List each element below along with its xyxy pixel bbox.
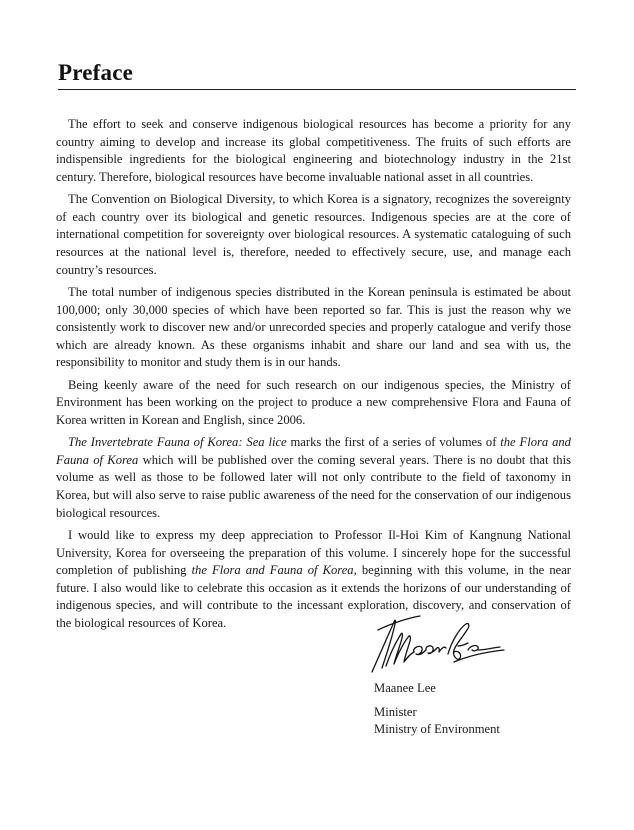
preface-body bbox=[56, 116, 571, 637]
series-title-italic-2: the Flora and Fauna of Korea, bbox=[191, 563, 357, 578]
signatory-name: Maanee Lee bbox=[374, 681, 436, 695]
paragraph-5 bbox=[56, 434, 571, 522]
paragraph-6-text-2: beginning with this volume, in the near future. I also would like to celebrate this occasion as it extends the horizons of our understanding of indigenous species, and will contribute to the incessant exploration, discovery, and conservation of the biological resources of Korea. bbox=[56, 563, 572, 631]
series-title-italic: the Flora and Fauna of Korea bbox=[56, 435, 571, 467]
signature-block bbox=[374, 680, 500, 739]
paragraph-1: The effort to seek and conserve indigenous biological resources has become a priority for any country aiming to develop and increase its global competitiveness. The fruits of such efforts are indispensible ingredients for the biological engineering and biotechnology industry in the 21st century. Therefore, biological resources have become invaluable national asset in all countries. bbox=[56, 117, 571, 184]
handwritten-signature bbox=[368, 610, 508, 678]
paragraph-3: The total number of indigenous species distributed in the Korean peninsula is estimated be about 100,000; only 30,000 species of which have been reported so far. This is just the reason why we consistently work to discover new and/or unrecorded species and properly catalogue and verify those which are already known. As these organisms inhabit and share our land and sea with us, the responsibility to monitor and study them is in our hands. bbox=[56, 284, 571, 370]
paragraph-5-text-1: marks the first of a series of volumes of bbox=[286, 435, 501, 450]
page-title: Preface bbox=[58, 60, 134, 85]
paragraph-4: Being keenly aware of the need for such research on our indigenous species, the Ministry of Environment has been working on the project to produce a new comprehensive Flora and Fauna of Korea written in Korean and English, since 2006. bbox=[56, 377, 571, 427]
signatory-organization: Ministry of Environment bbox=[374, 722, 500, 737]
book-title-italic: The Invertebrate Fauna of Korea: Sea lice bbox=[68, 435, 287, 450]
paragraph-5-text-2: which will be published over the coming several years. There is no doubt that this volume as well as those to be followed later will not only contribute to the field of taxonomy in Korea, but will also serve to raise public awareness of the need for the conservation of our indigenous biological resources. bbox=[56, 452, 571, 520]
title-rule bbox=[58, 89, 576, 90]
signatory-position: Minister bbox=[374, 704, 417, 719]
paragraph-6-text-1: I would like to express my deep appreciation to Professor Il-Hoi Kim of Kangnung National University, Korea for overseeing the preparation of this volume. I sincerely hope for the successful completion of publishing bbox=[56, 528, 571, 578]
paragraph-2: The Convention on Biological Diversity, to which Korea is a signatory, recognizes the sovereignty of each country over its biological and genetic resources. Indigenous species are at the core of international competition for sovereignty over biological resources. A systematic cataloguing of such resources at the national level is, therefore, needed to effectively secure, use, and manage each country’s resources. bbox=[56, 192, 571, 277]
